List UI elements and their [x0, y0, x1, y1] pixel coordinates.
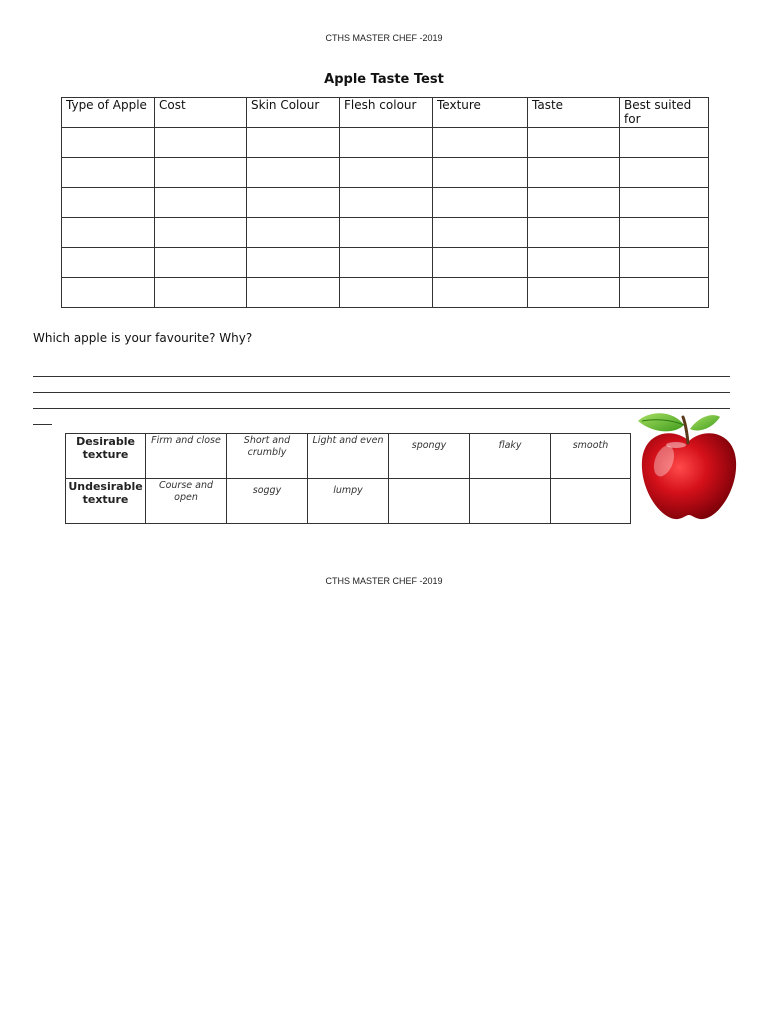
table-cell[interactable] [155, 128, 247, 158]
table-cell[interactable] [433, 188, 528, 218]
table-cell[interactable] [247, 218, 340, 248]
table-cell[interactable] [528, 218, 620, 248]
table-cell[interactable] [433, 218, 528, 248]
texture-cell: spongy [389, 434, 470, 479]
undesirable-texture-label: Undesirable texture [66, 479, 146, 524]
texture-cell[interactable] [470, 479, 551, 524]
desirable-texture-row [66, 434, 631, 479]
table-cell[interactable] [247, 158, 340, 188]
texture-cell: lumpy [308, 479, 389, 524]
page-title: Apple Taste Test [324, 72, 444, 87]
table-cell[interactable] [247, 128, 340, 158]
table-cell[interactable] [155, 188, 247, 218]
table-cell[interactable] [340, 218, 433, 248]
table-cell[interactable] [340, 158, 433, 188]
column-header: Type of Apple [62, 98, 155, 128]
table-row [62, 278, 709, 308]
table-cell[interactable] [62, 218, 155, 248]
column-header: Taste [528, 98, 620, 128]
table-cell[interactable] [433, 248, 528, 278]
table-cell[interactable] [155, 158, 247, 188]
table-cell[interactable] [62, 188, 155, 218]
texture-cell: flaky [470, 434, 551, 479]
table-row [62, 218, 709, 248]
table-cell[interactable] [62, 128, 155, 158]
answer-line[interactable] [33, 377, 730, 393]
table-cell[interactable] [433, 158, 528, 188]
table-header-row [62, 98, 709, 128]
table-cell[interactable] [340, 128, 433, 158]
texture-cell: Firm and close [146, 434, 227, 479]
texture-cell: soggy [227, 479, 308, 524]
column-header: Flesh colour [340, 98, 433, 128]
desirable-texture-label: Desirable texture [66, 434, 146, 479]
answer-line[interactable] [33, 393, 730, 409]
apple-taste-table [61, 97, 709, 308]
table-cell[interactable] [62, 248, 155, 278]
answer-line[interactable] [33, 361, 730, 377]
table-row [62, 128, 709, 158]
table-row [62, 158, 709, 188]
answer-line[interactable] [33, 409, 52, 425]
column-header: Skin Colour [247, 98, 340, 128]
texture-cell: Course and open [146, 479, 227, 524]
answer-lines[interactable] [33, 361, 730, 425]
table-cell[interactable] [528, 158, 620, 188]
table-cell[interactable] [620, 188, 709, 218]
red-apple-icon [634, 405, 744, 525]
column-header: Best suited for [620, 98, 709, 128]
page-footer: CTHS MASTER CHEF -2019 [325, 576, 443, 586]
table-cell[interactable] [155, 248, 247, 278]
column-header: Texture [433, 98, 528, 128]
table-cell[interactable] [620, 218, 709, 248]
table-cell[interactable] [340, 248, 433, 278]
texture-table [65, 433, 631, 524]
table-cell[interactable] [528, 248, 620, 278]
table-cell[interactable] [620, 128, 709, 158]
table-cell[interactable] [340, 278, 433, 308]
texture-cell: smooth [551, 434, 631, 479]
table-cell[interactable] [340, 188, 433, 218]
table-cell[interactable] [155, 218, 247, 248]
table-cell[interactable] [247, 248, 340, 278]
table-cell[interactable] [433, 278, 528, 308]
favourite-question: Which apple is your favourite? Why? [33, 331, 253, 345]
texture-cell: Short and crumbly [227, 434, 308, 479]
table-cell[interactable] [433, 128, 528, 158]
table-cell[interactable] [528, 278, 620, 308]
table-cell[interactable] [528, 188, 620, 218]
table-cell[interactable] [62, 158, 155, 188]
table-cell[interactable] [528, 128, 620, 158]
table-cell[interactable] [620, 278, 709, 308]
table-row [62, 248, 709, 278]
column-header: Cost [155, 98, 247, 128]
texture-cell[interactable] [551, 479, 631, 524]
texture-cell: Light and even [308, 434, 389, 479]
table-cell[interactable] [620, 248, 709, 278]
texture-cell[interactable] [389, 479, 470, 524]
page-header: CTHS MASTER CHEF -2019 [325, 33, 443, 43]
undesirable-texture-row [66, 479, 631, 524]
table-cell[interactable] [620, 158, 709, 188]
table-cell[interactable] [155, 278, 247, 308]
table-row [62, 188, 709, 218]
table-cell[interactable] [247, 278, 340, 308]
table-cell[interactable] [62, 278, 155, 308]
table-cell[interactable] [247, 188, 340, 218]
